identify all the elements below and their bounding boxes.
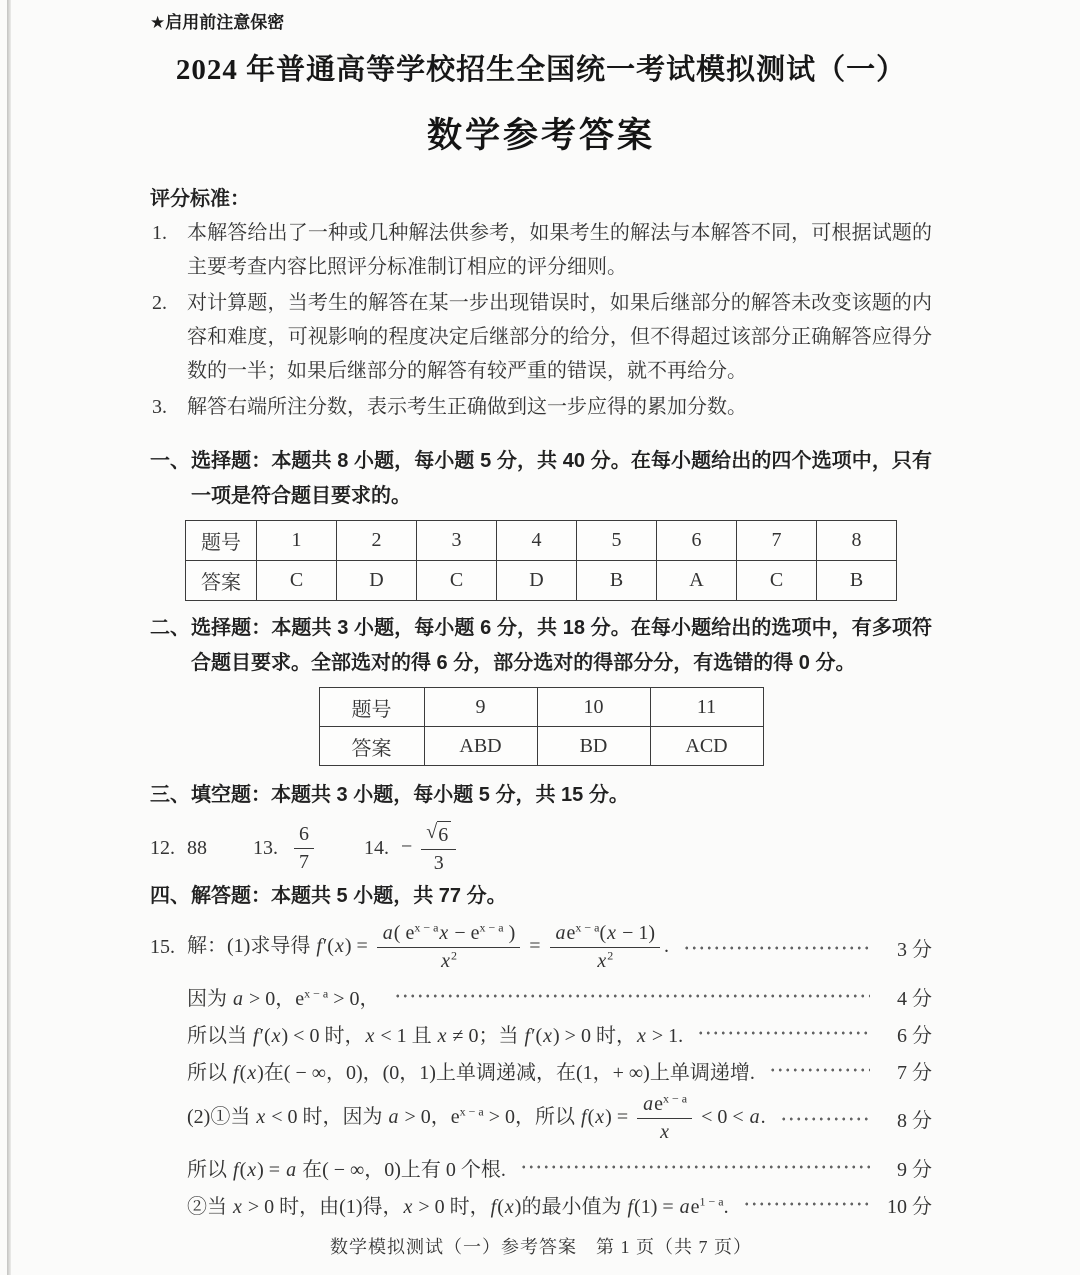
math-variable: x	[636, 1024, 646, 1047]
math-expression	[187, 1019, 683, 1048]
question-number-cell: 8	[817, 521, 897, 561]
fraction	[377, 921, 520, 974]
math-text: > 0，所以	[483, 1106, 581, 1129]
score-mark: 7 分	[897, 1061, 932, 1084]
superscript: x − a	[459, 1104, 484, 1119]
row-label-cell: 答案	[186, 561, 257, 601]
section-heading-single-choice	[150, 444, 932, 514]
question-number: 13.	[253, 836, 278, 859]
row-label-cell: 题号	[319, 688, 424, 727]
rubric-item-text: 对计算题，当考生的解答在某一步出现错误时，如果后继部分的解答未改变该题的内容和难度，可视影响的程度决定后继部分的给分，但不得超过该部分正确解答应得分数的一半；如果后继部分的解答有较严重的错误，就不再给分。	[187, 292, 932, 382]
math-variable: x	[595, 1106, 605, 1129]
numerator	[637, 1092, 692, 1119]
rubric-heading: 评分标准：	[150, 188, 250, 210]
math-expression	[187, 1153, 506, 1182]
answer-cell: D	[337, 561, 417, 601]
question-number-cell: 7	[737, 521, 817, 561]
math-text: (	[497, 1195, 504, 1218]
dot-leader	[780, 1116, 870, 1122]
math-text: 因为	[187, 987, 232, 1010]
fill-in-answer-14	[364, 820, 460, 876]
math-text: 88	[187, 836, 207, 859]
rubric-item-number: 1.	[152, 222, 167, 244]
denominator	[654, 1119, 675, 1145]
numerator	[421, 820, 456, 850]
rubric-item-number: 2.	[152, 292, 167, 314]
exam-title: 2024 年普通高等学校招生全国统一考试模拟测试（一）	[175, 54, 907, 86]
math-variable: x	[504, 1195, 514, 1218]
question-number-cell: 4	[497, 521, 577, 561]
math-text: ( e	[393, 922, 415, 944]
dot-leader	[683, 945, 870, 951]
math-text: 解：(1)求导得	[187, 935, 316, 958]
math-variable: a	[382, 922, 393, 944]
page-footer: 数学模拟测试（一）参考答案 第 1 页（共 7 页）	[330, 1237, 752, 1257]
math-text: ) < 0 时，	[281, 1024, 365, 1047]
math-variable: f	[490, 1195, 497, 1218]
answer-cell: ACD	[650, 727, 763, 766]
math-text: − 1)	[617, 922, 656, 944]
question-number-row	[186, 521, 897, 561]
answer-value	[187, 837, 207, 860]
scanned-page-edge	[7, 0, 11, 1275]
math-text: )的最小值为	[514, 1195, 627, 1218]
math-text: 所以	[187, 1158, 232, 1181]
rubric-item-2	[150, 286, 932, 388]
question-number-cell: 10	[537, 688, 650, 727]
score-mark: 3 分	[897, 939, 932, 961]
score-mark: 9 分	[897, 1158, 932, 1181]
numerator	[550, 921, 661, 948]
math-expression	[187, 921, 669, 974]
single-choice-answer-table	[185, 520, 897, 601]
answer-cell: C	[257, 561, 337, 601]
math-variable: f	[581, 1106, 587, 1129]
section-number: 三、	[150, 784, 190, 806]
answer-cell: C	[737, 561, 817, 601]
fraction	[421, 820, 456, 876]
math-text: ) =	[605, 1106, 634, 1129]
math-text: > 0，	[328, 987, 380, 1010]
math-text: e	[654, 1093, 663, 1115]
denominator	[429, 850, 449, 876]
math-variable: a	[749, 1106, 760, 1129]
math-text: 在( − ∞，0)上有 0 个根.	[297, 1158, 506, 1181]
math-variable: f	[253, 1024, 259, 1047]
math-text: 6	[299, 822, 309, 845]
math-text: −	[401, 835, 418, 858]
math-variable: f	[316, 935, 322, 958]
math-variable: x	[256, 1106, 266, 1129]
fill-in-answer-13	[253, 822, 318, 875]
radicand: 6	[437, 821, 451, 848]
math-variable: x	[271, 1024, 281, 1047]
math-variable: f	[627, 1195, 634, 1218]
section-number: 一、	[150, 450, 190, 472]
superscript: 1 − a	[699, 1193, 724, 1208]
answer-cell: BD	[537, 727, 650, 766]
math-expression	[187, 1056, 755, 1085]
section-text: 填空题：本题共 3 小题，每小题 5 分，共 15 分。	[191, 784, 629, 806]
math-variable: a	[643, 1093, 654, 1115]
dot-leader	[697, 1030, 870, 1036]
question-number-cell: 3	[417, 521, 497, 561]
row-label-cell: 题号	[186, 521, 257, 561]
dot-leader	[769, 1067, 870, 1073]
fraction	[550, 921, 661, 974]
question-number: 12.	[150, 836, 175, 859]
math-text: ′(	[322, 935, 334, 958]
math-variable: x	[543, 1024, 552, 1047]
answer-cell: A	[657, 561, 737, 601]
math-variable: x	[660, 1121, 670, 1143]
numerator	[294, 822, 314, 849]
math-variable: a	[233, 987, 243, 1010]
question-number: 15.	[150, 936, 175, 958]
denominator	[435, 948, 462, 974]
section-heading-fill-in	[150, 778, 932, 813]
math-variable: x	[365, 1024, 375, 1047]
page-title: 数学参考答案	[426, 116, 655, 155]
math-text: (2)①当	[187, 1106, 256, 1129]
math-text: (	[587, 1106, 595, 1129]
math-variable: f	[233, 1061, 239, 1084]
fraction	[637, 1092, 692, 1145]
math-variable: x	[403, 1195, 413, 1218]
answer-value	[290, 822, 318, 875]
security-note: ★启用前注意保密	[150, 13, 285, 32]
square-root	[426, 821, 451, 848]
math-text: 3	[433, 852, 444, 874]
section-number: 四、	[150, 885, 190, 907]
math-variable: f	[233, 1158, 239, 1181]
math-text: (	[239, 1158, 247, 1181]
math-variable: x	[233, 1195, 242, 1218]
solution-step-2	[150, 981, 932, 1011]
math-text: 7	[299, 850, 309, 873]
superscript: x − a	[575, 920, 600, 935]
superscript: x − a	[414, 920, 439, 935]
math-expression	[187, 1190, 729, 1219]
math-text: 所以当	[187, 1024, 252, 1047]
math-text: )	[503, 922, 516, 944]
math-variable: x	[247, 1061, 257, 1084]
math-text: e	[690, 1195, 700, 1218]
dot-leader	[743, 1201, 870, 1207]
rubric-item-text: 本解答给出了一种或几种解法供参考，如果考生的解法与本解答不同，可根据试题的主要考查内容比照评分标准制订相应的评分细则。	[187, 222, 932, 278]
numerator	[377, 921, 520, 948]
math-text: .	[723, 1195, 729, 1218]
answer-row	[186, 561, 897, 601]
multi-choice-answer-table	[319, 687, 764, 766]
math-variable: x	[334, 935, 344, 958]
math-variable: x	[247, 1158, 257, 1181]
math-text: e	[566, 922, 576, 944]
question-number-cell: 1	[257, 521, 337, 561]
answer-cell: D	[497, 561, 577, 601]
section-number: 二、	[150, 617, 190, 639]
solution-step-1	[150, 921, 932, 974]
math-text: > 0，e	[244, 987, 305, 1010]
math-text: > 1.	[646, 1024, 684, 1047]
math-variable: a	[555, 922, 566, 944]
question-number: 14.	[364, 836, 389, 859]
rubric-item-3	[150, 390, 932, 424]
fraction	[294, 822, 314, 875]
score-mark: 8 分	[897, 1110, 932, 1132]
math-text: < 0 <	[696, 1106, 749, 1129]
math-text: ) =	[257, 1158, 286, 1181]
math-text: .	[664, 935, 670, 958]
answer-cell: C	[417, 561, 497, 601]
dot-leader	[394, 993, 870, 999]
section-text: 解答题：本题共 5 小题，共 77 分。	[191, 885, 507, 907]
math-text: (	[239, 1061, 247, 1084]
math-text: < 0 时，因为	[266, 1106, 388, 1129]
math-expression	[187, 982, 380, 1011]
math-text: ≠ 0；当	[447, 1024, 524, 1047]
math-text: ) =	[344, 935, 373, 958]
math-text: > 0 时，由(1)得，	[242, 1195, 403, 1218]
math-variable: x	[437, 1024, 447, 1047]
section-heading-solutions	[150, 879, 932, 914]
superscript: x − a	[479, 920, 504, 935]
math-text: (1) =	[634, 1195, 679, 1218]
answer-value	[401, 820, 460, 876]
question-number-cell: 2	[337, 521, 417, 561]
answer-cell: B	[817, 561, 897, 601]
math-text: ′(	[531, 1024, 543, 1047]
question-number-cell: 6	[657, 521, 737, 561]
math-text: =	[524, 935, 546, 958]
score-mark: 10 分	[887, 1195, 932, 1218]
math-expression	[187, 1092, 766, 1145]
math-text: (	[599, 922, 607, 944]
superscript: 2	[450, 948, 457, 963]
fill-in-answer-12	[150, 837, 207, 860]
math-variable: a	[388, 1106, 399, 1129]
math-variable: x	[439, 922, 449, 944]
math-text: > 0 时，	[413, 1195, 490, 1218]
math-text: < 1 且	[375, 1024, 437, 1047]
solution-step-6	[150, 1152, 932, 1182]
answer-cell: B	[577, 561, 657, 601]
rubric-item-text: 解答右端所注分数，表示考生正确做到这一步应得的累加分数。	[187, 396, 747, 418]
math-variable: x	[597, 950, 607, 972]
math-text: )在( − ∞，0)，(0，1)上单调递减，在(1，+ ∞)上单调递增.	[257, 1061, 755, 1084]
question-number-cell: 11	[650, 688, 763, 727]
math-text: ) > 0 时，	[553, 1024, 636, 1047]
math-variable: x	[607, 922, 617, 944]
answer-row	[319, 727, 763, 766]
section-text: 选择题：本题共 8 小题，每小题 5 分，共 40 分。在每小题给出的四个选项中，只有一项是符合题目要求的。	[191, 450, 932, 507]
solution-step-5	[150, 1092, 932, 1145]
math-text: ′(	[259, 1024, 271, 1047]
superscript: 2	[607, 948, 614, 963]
question-number-cell: 9	[424, 688, 537, 727]
math-text: ②当	[187, 1195, 232, 1218]
math-text: > 0，e	[399, 1106, 460, 1129]
solution-step-4	[150, 1055, 932, 1085]
dot-leader	[520, 1164, 870, 1170]
row-label-cell: 答案	[319, 727, 424, 766]
superscript: x − a	[663, 1091, 688, 1106]
math-variable: x	[441, 950, 450, 972]
denominator	[591, 948, 618, 974]
score-mark: 4 分	[897, 987, 932, 1010]
section-text: 选择题：本题共 3 小题，每小题 6 分，共 18 分。在每小题给出的选项中，有多项符合题目要求。全部选对的得 6 分，部分选对的得部分分，有选错的得 0 分。	[191, 617, 932, 674]
math-variable: a	[679, 1195, 690, 1218]
fill-in-answers-row	[150, 819, 932, 877]
superscript: x − a	[304, 985, 329, 1000]
score-mark: 6 分	[897, 1024, 932, 1047]
answer-cell: ABD	[424, 727, 537, 766]
rubric-item-number: 3.	[152, 396, 167, 418]
denominator	[294, 849, 314, 875]
question-number-cell: 5	[577, 521, 657, 561]
section-heading-multi-choice	[150, 611, 932, 681]
math-text: 所以	[187, 1061, 232, 1084]
solution-step-7	[150, 1189, 932, 1219]
rubric-item-1	[150, 216, 932, 284]
math-text: .	[760, 1106, 766, 1129]
solution-step-3	[150, 1018, 932, 1048]
math-variable: a	[286, 1158, 297, 1181]
math-text: − e	[449, 922, 480, 944]
question-number-row	[319, 688, 763, 727]
radical-sign: √	[426, 821, 438, 843]
math-variable: f	[524, 1024, 531, 1047]
